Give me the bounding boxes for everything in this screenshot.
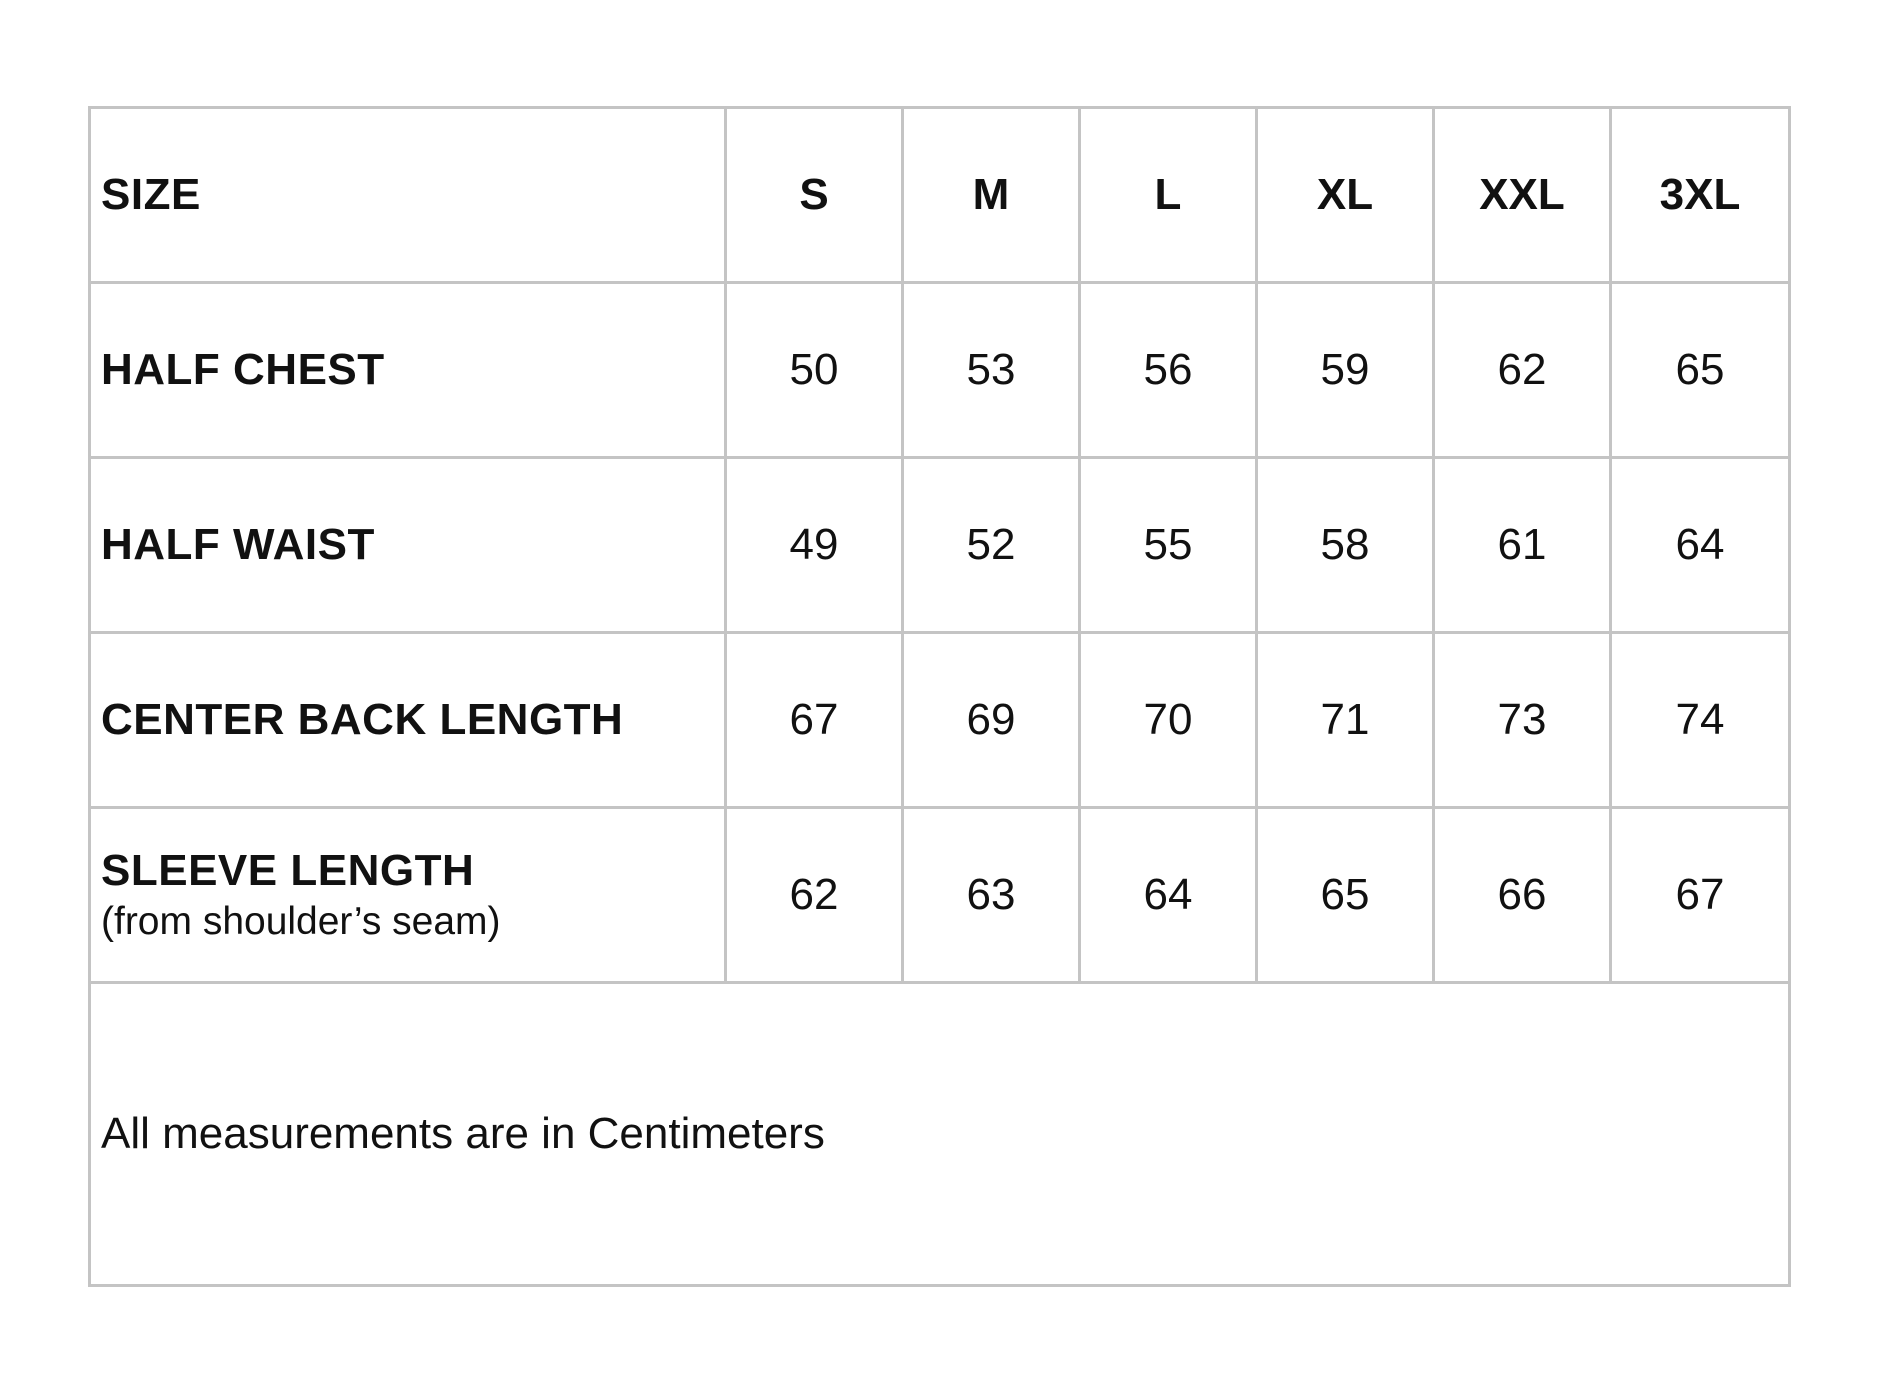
measurement-note: All measurements are in Centimeters — [90, 983, 1790, 1286]
table-cell: 64 — [1080, 808, 1257, 983]
table-cell: 66 — [1434, 808, 1611, 983]
table-cell: 62 — [1434, 283, 1611, 458]
table-cell: 64 — [1611, 458, 1790, 633]
row-label-half-chest: HALF CHEST — [90, 283, 726, 458]
header-row — [90, 108, 1790, 283]
table-cell: 67 — [726, 633, 903, 808]
size-chart-table — [88, 106, 1791, 1287]
table-cell: 49 — [726, 458, 903, 633]
table-cell: 65 — [1611, 283, 1790, 458]
table-cell: 65 — [1257, 808, 1434, 983]
size-header-l: L — [1080, 108, 1257, 283]
table-cell: 59 — [1257, 283, 1434, 458]
table-cell: 50 — [726, 283, 903, 458]
row-label-center-back-length: CENTER BACK LENGTH — [90, 633, 726, 808]
table-cell: 63 — [903, 808, 1080, 983]
row-label-half-waist: HALF WAIST — [90, 458, 726, 633]
row-label-sleeve-length-main: SLEEVE LENGTH — [101, 846, 475, 895]
size-header-m: M — [903, 108, 1080, 283]
table-cell: 61 — [1434, 458, 1611, 633]
row-label-sleeve-length-note: (from shoulder’s seam) — [101, 900, 501, 943]
table-cell: 71 — [1257, 633, 1434, 808]
table-row — [90, 458, 1790, 633]
table-cell: 74 — [1611, 633, 1790, 808]
table-cell: 62 — [726, 808, 903, 983]
table-cell: 73 — [1434, 633, 1611, 808]
row-label-sleeve-length — [90, 808, 726, 983]
table-cell: 56 — [1080, 283, 1257, 458]
table-row — [90, 633, 1790, 808]
table-cell: 67 — [1611, 808, 1790, 983]
size-header-3xl: 3XL — [1611, 108, 1790, 283]
note-row — [90, 983, 1790, 1286]
table-cell: 70 — [1080, 633, 1257, 808]
table-cell: 58 — [1257, 458, 1434, 633]
table-row — [90, 808, 1790, 983]
table-row — [90, 283, 1790, 458]
size-header-s: S — [726, 108, 903, 283]
size-header-xl: XL — [1257, 108, 1434, 283]
size-header-label: SIZE — [90, 108, 726, 283]
size-header-xxl: XXL — [1434, 108, 1611, 283]
table-cell: 53 — [903, 283, 1080, 458]
table-cell: 55 — [1080, 458, 1257, 633]
table-cell: 69 — [903, 633, 1080, 808]
table-cell: 52 — [903, 458, 1080, 633]
